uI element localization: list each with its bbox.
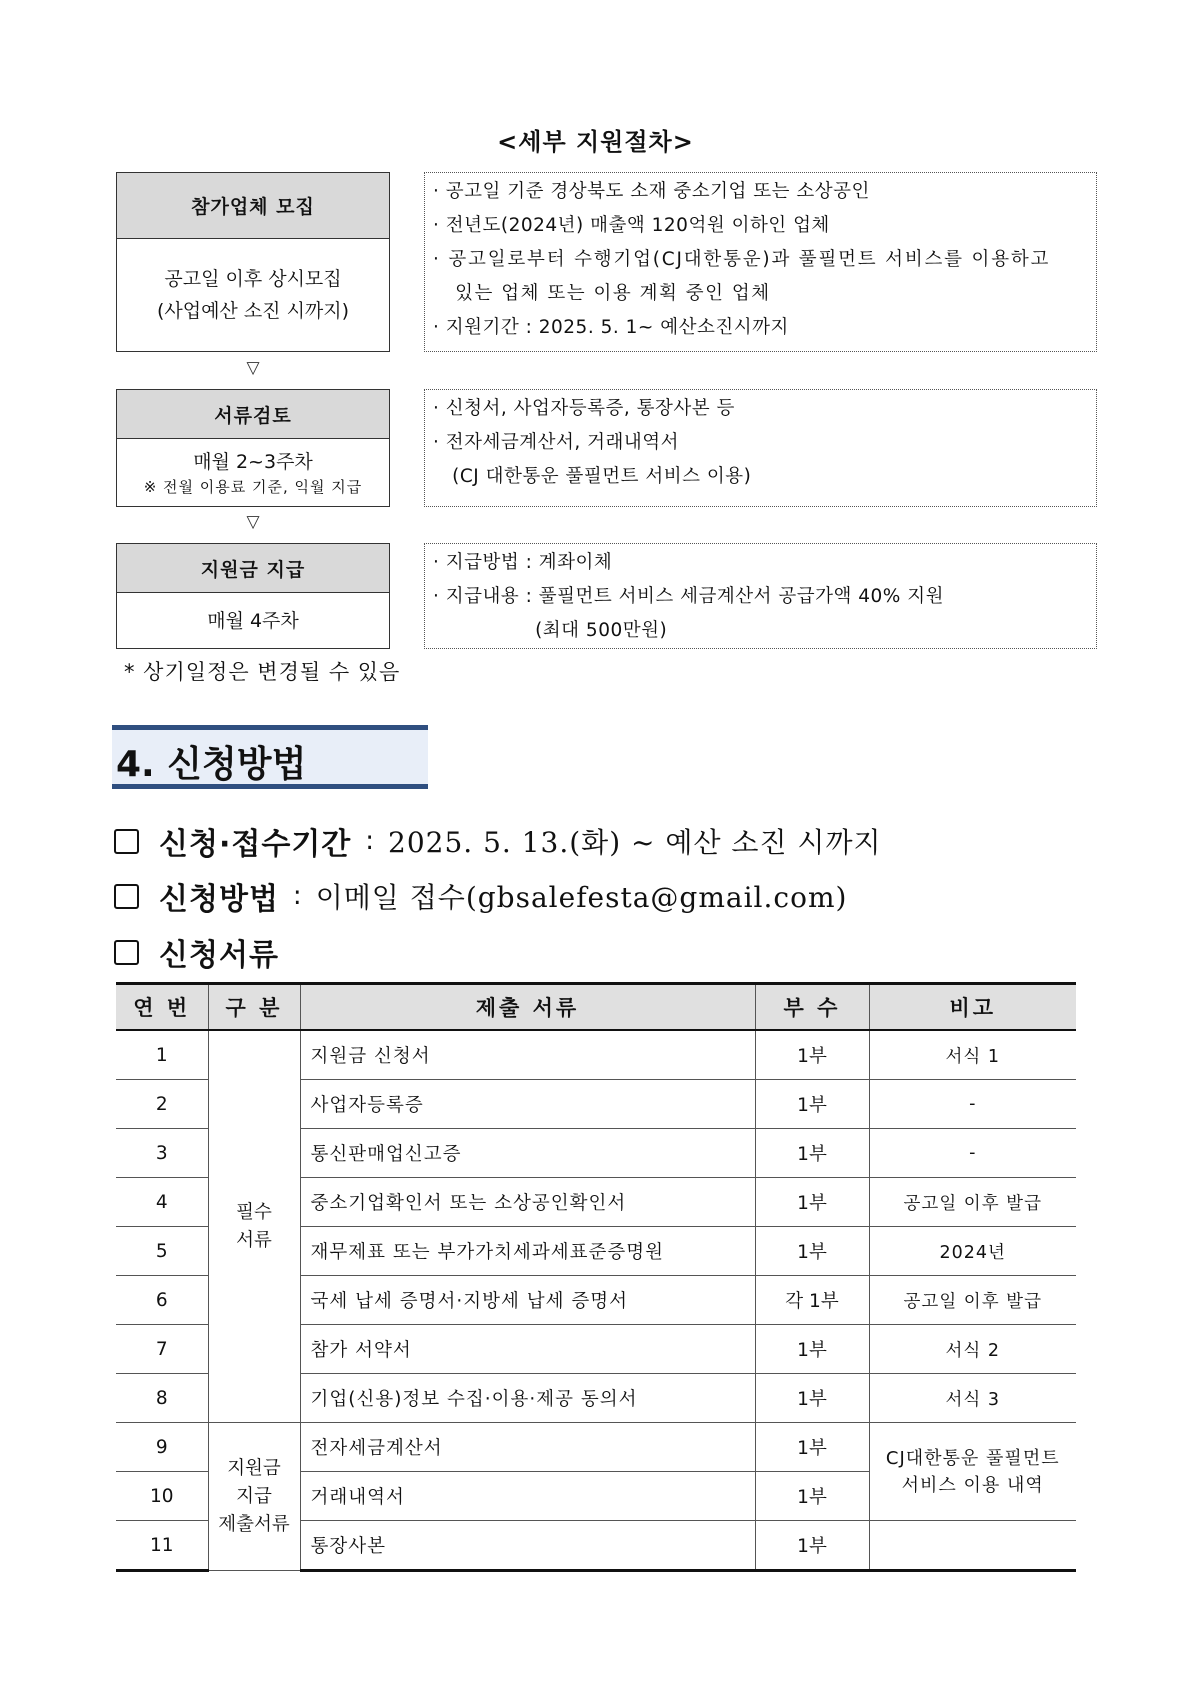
schedule-note: * 상기일정은 변경될 수 있음: [124, 660, 401, 684]
row-document: 재무제표 또는 부가가치세과세표준증명원: [300, 1227, 755, 1276]
step-body-note: ※ 전월 이용료 기준, 익월 지급: [143, 477, 363, 496]
row-remark: 공고일 이후 발급: [869, 1276, 1076, 1325]
row-qty: 1부: [755, 1030, 869, 1080]
row-remark: -: [869, 1080, 1076, 1129]
header-qty: 부 수: [755, 984, 869, 1031]
detail-line: 있는 업체 또는 이용 계획 중인 업체: [433, 283, 771, 304]
row-no: 1: [116, 1030, 208, 1080]
header-remark: 비고: [869, 984, 1076, 1031]
procedure-title: <세부 지원절차>: [497, 128, 694, 156]
detail-line: · 지급내용 : 풀필먼트 서비스 세금계산서 공급가액 40% 지원: [433, 586, 944, 607]
step-header: 참가업체 모집: [117, 173, 389, 239]
detail-line: · 공고일 기준 경상북도 소재 중소기업 또는 소상공인: [433, 181, 870, 202]
apply-period-value: 2025. 5. 13.(화) ~ 예산 소진 시까지: [388, 826, 882, 859]
detail-line: (CJ 대한통운 풀필먼트 서비스 이용): [433, 466, 752, 487]
row-no: 2: [116, 1080, 208, 1129]
detail-line: (최대 500만원): [433, 620, 668, 641]
section-heading-text: 4. 신청방법: [116, 744, 307, 785]
row-remark: -: [869, 1129, 1076, 1178]
category-line: 필수: [236, 1201, 272, 1223]
apply-method-value: 이메일 접수(gbsalefesta@gmail.com): [315, 881, 848, 914]
category-line: 제출서류: [218, 1513, 290, 1535]
row-document: 국세 납세 증명서·지방세 납세 증명서: [300, 1276, 755, 1325]
category-line: 지급: [236, 1485, 272, 1507]
header-no: 연 번: [116, 984, 208, 1031]
category-line: 서류: [236, 1229, 272, 1251]
step-header: 서류검토: [117, 390, 389, 439]
row-no: 6: [116, 1276, 208, 1325]
row-remark: 2024년: [869, 1227, 1076, 1276]
step-body: [117, 439, 389, 506]
row-no: 8: [116, 1374, 208, 1423]
table-row: [116, 1423, 1076, 1472]
row-qty: 각 1부: [755, 1276, 869, 1325]
row-document: 통장사본: [300, 1521, 755, 1571]
apply-period-label: 신청·접수기간: [159, 827, 352, 862]
row-qty: 1부: [755, 1472, 869, 1521]
header-category: 구 분: [208, 984, 300, 1031]
row-document: 전자세금계산서: [300, 1423, 755, 1472]
step-body-line: (사업예산 소진 시까지): [156, 300, 350, 322]
step-header: 지원금 지급: [117, 544, 389, 593]
detail-line: · 지급방법 : 계좌이체: [433, 552, 613, 573]
row-remark: 서식 2: [869, 1325, 1076, 1374]
down-arrow-icon: ▽: [246, 358, 260, 378]
row-remark: 서식 1: [869, 1030, 1076, 1080]
step-body: [117, 239, 389, 351]
row-document: 참가 서약서: [300, 1325, 755, 1374]
row-document: 지원금 신청서: [300, 1030, 755, 1080]
step-payment-box: [116, 543, 390, 649]
separator: :: [365, 826, 375, 856]
category-required: [208, 1030, 300, 1423]
header-document: 제출 서류: [300, 984, 755, 1031]
table-row: [116, 1030, 1076, 1080]
down-arrow-icon: ▽: [246, 512, 260, 532]
apply-period-row: [114, 821, 882, 861]
step-recruit-box: [116, 172, 390, 352]
step-payment-details: [424, 543, 1097, 649]
apply-docs-row: [114, 932, 279, 972]
apply-method-label: 신청방법: [159, 882, 279, 917]
remark-line: 서비스 이용 내역: [901, 1474, 1044, 1496]
row-document: 기업(신용)정보 수집·이용·제공 동의서: [300, 1374, 755, 1423]
detail-line: · 전자세금계산서, 거래내역서: [433, 432, 679, 453]
row-qty: 1부: [755, 1325, 869, 1374]
checkbox-icon: [114, 940, 139, 965]
row-no: 11: [116, 1521, 208, 1571]
step-body-line: 공고일 이후 상시모집: [164, 268, 342, 290]
row-no: 3: [116, 1129, 208, 1178]
detail-line: · 전년도(2024년) 매출액 120억원 이하인 업체: [433, 215, 830, 236]
row-document: 사업자등록증: [300, 1080, 755, 1129]
row-qty: 1부: [755, 1080, 869, 1129]
table-header-row: [116, 984, 1076, 1031]
row-qty: 1부: [755, 1423, 869, 1472]
detail-line: · 신청서, 사업자등록증, 통장사본 등: [433, 398, 735, 419]
documents-table: [116, 982, 1076, 1572]
row-qty: 1부: [755, 1374, 869, 1423]
row-remark: 서식 3: [869, 1374, 1076, 1423]
step-recruit-details: [424, 172, 1097, 352]
step-body-line: 매월 2~3주차: [193, 450, 313, 473]
row-no: 9: [116, 1423, 208, 1472]
step-body-line: 매월 4주차: [207, 609, 299, 632]
row-qty: 1부: [755, 1227, 869, 1276]
category-payment: [208, 1423, 300, 1571]
checkbox-icon: [114, 829, 139, 854]
step-body: [117, 593, 389, 648]
apply-method-row: [114, 876, 847, 916]
row-no: 5: [116, 1227, 208, 1276]
detail-line: · 공고일로부터 수행기업(CJ대한통운)과 풀필먼트 서비스를 이용하고: [433, 249, 1051, 270]
category-line: 지원금: [227, 1457, 281, 1479]
row-no: 10: [116, 1472, 208, 1521]
detail-line: · 지원기간 : 2025. 5. 1~ 예산소진시까지: [433, 317, 789, 338]
checkbox-icon: [114, 884, 139, 909]
row-remark: 공고일 이후 발급: [869, 1178, 1076, 1227]
remark-line: CJ대한통운 풀필먼트: [885, 1447, 1060, 1469]
section-heading: [112, 725, 428, 789]
row-qty: 1부: [755, 1521, 869, 1571]
step-review-box: [116, 389, 390, 507]
row-qty: 1부: [755, 1178, 869, 1227]
apply-docs-label: 신청서류: [159, 938, 279, 973]
row-remark: [869, 1521, 1076, 1571]
row-no: 7: [116, 1325, 208, 1374]
step-review-details: [424, 389, 1097, 507]
row-qty: 1부: [755, 1129, 869, 1178]
row-document: 거래내역서: [300, 1472, 755, 1521]
separator: :: [292, 881, 302, 911]
payment-remark: [869, 1423, 1076, 1521]
row-document: 통신판매업신고증: [300, 1129, 755, 1178]
row-document: 중소기업확인서 또는 소상공인확인서: [300, 1178, 755, 1227]
row-no: 4: [116, 1178, 208, 1227]
